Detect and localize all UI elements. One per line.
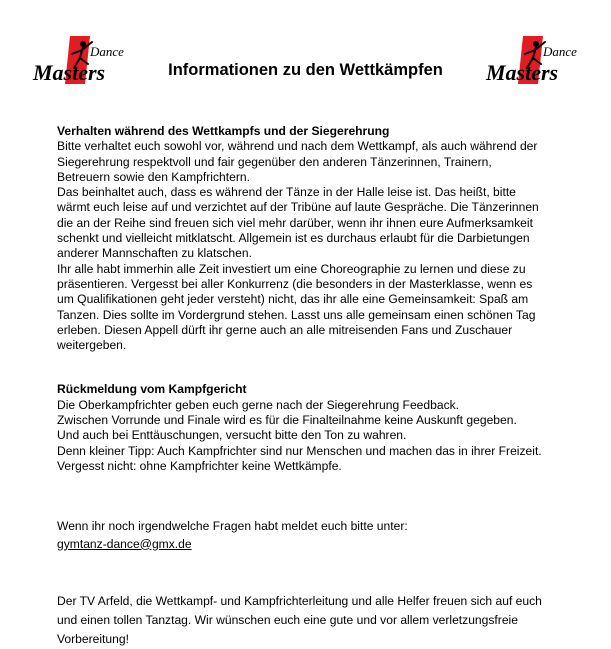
logo-text-masters: Masters	[486, 60, 559, 85]
text-line: Vorbereitung!	[57, 631, 129, 646]
text-line: Denn kleiner Tipp: Auch Kampfrichter sind nur Menschen und machen das in ihrer Freizeit.	[57, 443, 542, 458]
spacer	[57, 552, 557, 592]
text-line: Der TV Arfeld, die Wettkampf- und Kampfrichterleitung und alle Helfer freuen sich auf euch	[57, 593, 542, 608]
closing-block	[57, 592, 557, 649]
contact-block	[57, 519, 557, 552]
logo-text-dance: Dance	[90, 44, 124, 59]
logo-text-dance: Dance	[543, 44, 577, 59]
text-line: Die Oberkampfrichter geben euch gerne nach der Siegerehrung Feedback.	[57, 397, 460, 412]
contact-email-link[interactable]: gymtanz-dance@gmx.de	[57, 536, 192, 551]
dance-masters-logo-right	[483, 34, 583, 86]
logo-text-masters: Masters	[33, 60, 106, 85]
text-line: Betreuern sowie den Kampfrichtern.	[57, 169, 250, 184]
text-line: schenkt und vielleicht mitklatscht. Allgemein ist es durchaus erlaubt für die Darbietungen	[57, 231, 530, 246]
text-line: erleben. Diesen Appell dürft ihr gerne auch an alle mitreisenden Fans und Zuschauer	[57, 322, 513, 337]
text-line: die an der Reihe sind freuen sich viel mehr darüber, wenn ihr ihnen eure Aufmerksamkeit	[57, 215, 533, 230]
text-line: Ihr alle habt immerhin alle Zeit investiert um eine Choreographie zu lernen und diese zu	[57, 261, 526, 276]
spacer	[57, 353, 557, 382]
text-line: Und auch bei Enttäuschungen, versucht bitte den Ton zu wahren.	[57, 428, 407, 443]
page-title: Informationen zu den Wettkämpfen	[168, 61, 443, 79]
logo-graphic	[483, 34, 583, 86]
text-line: präsentieren. Vergesst bei aller Konkurrenz (die besonders in der Masterklasse, wenn es	[57, 276, 533, 291]
text-line: Tanzen. Dies sollte im Vordergrund stehen. Lasst uns alle gemeinsam einen schönen Tag	[57, 307, 536, 322]
text-line: wärmt euch leise auf und verzichtet auf der Tribüne auf laute Gespräche. Die Tänzerinnen	[57, 200, 539, 215]
section-heading: Verhalten während des Wettkampfs und der Siegerehrung	[57, 124, 390, 138]
section-behavior	[57, 124, 557, 353]
section-feedback	[57, 382, 557, 474]
text-line: anderer Mannschaften zu klatschen.	[57, 246, 252, 261]
contact-text: Wenn ihr noch irgendwelche Fragen habt meldet euch bitte unter:	[57, 519, 408, 534]
text-line: Das beinhaltet auch, dass es während der Tänze in der Halle leise ist. Das heißt, bitte	[57, 185, 516, 200]
text-line: um Qualifikationen geht jeder versteht) nicht, das ihr alle eine Gemeinsamkeit: Spaß am	[57, 292, 529, 307]
text-line: Siegerehrung respektvoll und fair gegenüber den anderen Tänzerinnen, Trainern,	[57, 154, 492, 169]
text-line: Bitte verhaltet euch sowohl vor, während und nach dem Wettkampf, als auch während der	[57, 139, 538, 154]
text-line: weitergeben.	[57, 338, 127, 353]
spacer	[57, 474, 557, 519]
text-line: Zwischen Vorrunde und Finale wird es für die Finalteilnahme keine Auskunft gegeben.	[57, 413, 517, 428]
section-heading: Rückmeldung vom Kampfgericht	[57, 382, 247, 397]
text-line: Vergesst nicht: ohne Kampfrichter keine Wettkämpfe.	[57, 458, 342, 473]
text-line: und einen tollen Tanztag. Wir wünschen euch eine gute und vor allem verletzungsfreie	[57, 612, 518, 627]
document-body	[57, 124, 557, 649]
